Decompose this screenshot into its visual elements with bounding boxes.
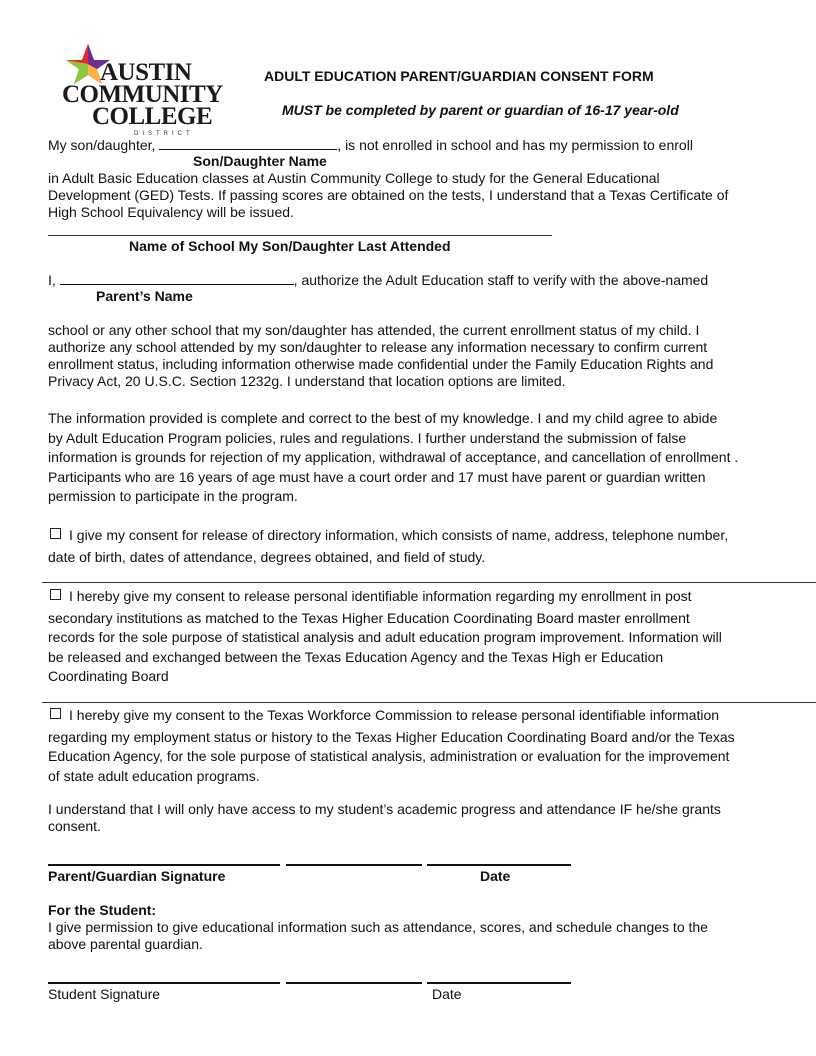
son-daughter-line [48, 137, 693, 154]
logo-word-community: COMMUNITY [62, 81, 223, 108]
parent-name-field[interactable] [60, 272, 294, 285]
student-section-line: I give permission to give educational information such as attendance, scores, and schedule changes to the [48, 919, 708, 935]
student-signature-label: Student Signature [48, 986, 161, 1002]
consent-thecb-checkbox[interactable] [50, 589, 61, 600]
consent-twc-checkbox[interactable] [50, 708, 61, 719]
consent-directory-checkbox[interactable] [50, 528, 61, 539]
consent-directory-line: date of birth, dates of attendance, degrees obtained, and field of study. [48, 549, 486, 565]
son-daughter-name-field[interactable] [159, 137, 337, 150]
para3-line: permission to participate in the program. [48, 488, 298, 504]
parent-name-prefix: I, [48, 272, 60, 288]
parent-signature-label: Parent/Guardian Signature [48, 868, 226, 884]
parent-date-field[interactable] [427, 864, 571, 866]
school-name-field[interactable] [48, 235, 552, 236]
son-daughter-field-label: Son/Daughter Name [193, 153, 327, 169]
consent-directory-text: I give my consent for release of directory information, which consists of name, address, telephone number, [69, 527, 729, 543]
para2-line: Privacy Act, 20 U.S.C. Section 1232g. I understand that location options are limited. [48, 373, 566, 389]
para2-line: school or any other school that my son/daughter has attended, the current enrollment status of my child. I [48, 322, 700, 338]
para3-line: Participants who are 16 years of age must have a court order and 17 must have parent or guardian written [48, 469, 706, 485]
parent-date-label: Date [480, 868, 511, 884]
form-title: ADULT EDUCATION PARENT/GUARDIAN CONSENT FORM [264, 68, 654, 84]
consent-twc-line [50, 707, 719, 724]
para1-line: in Adult Basic Education classes at Austin Community College to study for the General Educational [48, 170, 660, 186]
para2-line: authorize any school attended by my son/daughter to release any information necessary to confirm current [48, 339, 708, 355]
section-divider [42, 702, 816, 703]
consent-thecb-line [50, 588, 692, 605]
consent-twc-line: Education Agency, for the sole purpose of statistical analysis, administration or evaluation for the improvement [48, 748, 730, 764]
consent-twc-text: I hereby give my consent to the Texas Workforce Commission to release personal identifiable information [69, 707, 720, 723]
parent-name-suffix: , authorize the Adult Education staff to verify with the above-named [293, 272, 709, 288]
consent-thecb-text: I hereby give my consent to release personal identifiable information regarding my enrollment in post [69, 588, 692, 604]
consent-thecb-line: be released and exchanged between the Texas Education Agency and the Texas High er Education [48, 649, 664, 665]
para1-line: High School Equivalency will be issued. [48, 204, 294, 220]
parent-name-field-label: Parent’s Name [96, 288, 193, 304]
consent-thecb-line: secondary institutions as matched to the Texas Higher Education Coordinating Board master enrollment [48, 610, 690, 626]
student-section-line: above parental guardian. [48, 936, 203, 952]
acc-logo [56, 42, 223, 137]
para4-line: I understand that I will only have access to my student’s academic progress and attendance IF he/she grants [48, 801, 721, 817]
para1-line: Development (GED) Tests. If passing scores are obtained on the tests, I understand that a Texas Certificate of [48, 187, 729, 203]
consent-directory-line [50, 527, 728, 544]
consent-twc-line: of state adult education programs. [48, 768, 260, 784]
son-daughter-suffix: , is not enrolled in school and has my permission to enroll [337, 137, 693, 153]
son-daughter-prefix: My son/daughter, [48, 137, 160, 153]
consent-twc-line: regarding my employment status or history to the Texas Higher Education Coordinating Board and/or the Texas [48, 729, 735, 745]
para2-line: enrollment status, including information otherwise made confidential under the Family Education Rights and [48, 356, 714, 372]
logo-word-austin: AUSTIN [100, 59, 192, 86]
para3-line: The information provided is complete and correct to the best of my knowledge. I and my child agree to abide [48, 410, 718, 426]
para4-line: consent. [48, 818, 101, 834]
student-signature-blank[interactable] [286, 982, 422, 984]
school-field-label: Name of School My Son/Daughter Last Attended [129, 238, 451, 254]
student-section-heading: For the Student: [48, 902, 157, 918]
logo-word-college: COLLEGE [92, 103, 213, 130]
consent-thecb-line: records for the sole purpose of statistical analysis and adult education program improvement. Information will [48, 629, 722, 645]
student-date-field[interactable] [427, 982, 571, 984]
para3-line: information is grounds for rejection of my application, withdrawal of acceptance, and cancellation of enrollment . [48, 449, 739, 465]
parent-signature-blank[interactable] [286, 864, 422, 866]
consent-thecb-line: Coordinating Board [48, 668, 169, 684]
parent-signature-field[interactable] [48, 864, 280, 866]
student-signature-field[interactable] [48, 982, 280, 984]
student-date-label: Date [432, 986, 462, 1002]
parent-name-line [48, 272, 708, 289]
section-divider [42, 582, 816, 583]
logo-word-district: DISTRICT [134, 131, 194, 137]
form-subtitle: MUST be completed by parent or guardian of 16-17 year-old [282, 102, 679, 118]
para3-line: by Adult Education Program policies, rules and regulations. I further understand the submission of false [48, 430, 687, 446]
